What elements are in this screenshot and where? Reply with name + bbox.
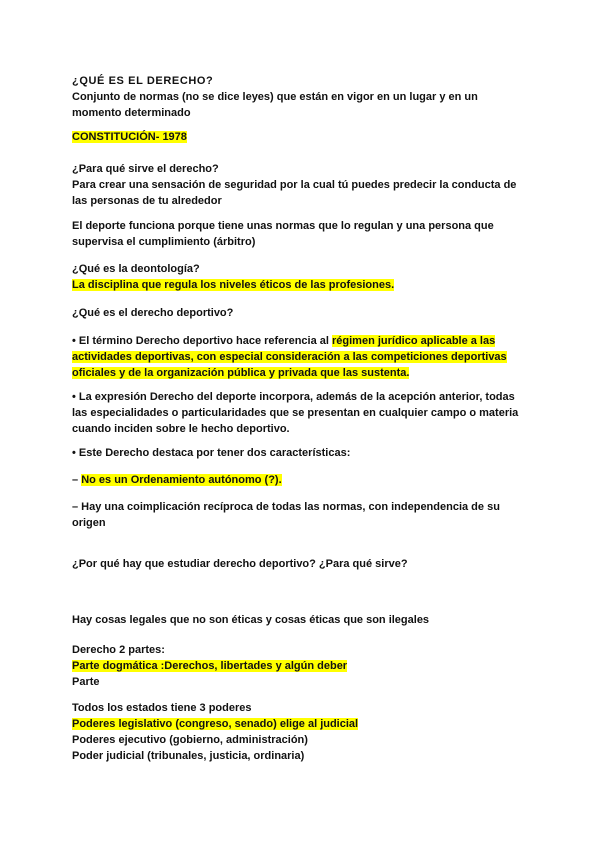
section-purpose-of-law — [72, 161, 532, 209]
section-constitution — [72, 129, 532, 145]
bullet-1-highlight-2: actividades deportivas, con especial consideración a las competiciones deportivas — [72, 351, 507, 363]
characteristic-1-dash: – — [72, 474, 82, 486]
constitution-highlight: CONSTITUCIÓN- 1978 — [72, 131, 187, 143]
purpose-line-1: Para crear una sensación de seguridad por la cual tú puedes predecir la conducta de — [72, 179, 517, 191]
heading-deontology: ¿Qué es la deontología? — [72, 263, 200, 275]
heading-what-is-law: ¿QUÉ ES EL DERECHO? — [72, 75, 214, 87]
section-deontology — [72, 261, 532, 293]
characteristic-1 — [72, 472, 532, 488]
bullet-1-intro: • El término Derecho deportivo hace referencia al — [72, 335, 332, 347]
law-parts-title: Derecho 2 partes: — [72, 644, 165, 656]
dogmatic-part-highlight: Parte dogmática :Derechos, libertades y algún deber — [72, 660, 348, 672]
bullet-sport-law-expression — [72, 389, 532, 437]
heading-sports-law: ¿Qué es el derecho deportivo? — [72, 307, 234, 319]
deontology-answer-highlight: La disciplina que regula los niveles éticos de las profesiones. — [72, 279, 395, 291]
bullet-2-line-1: • La expresión Derecho del deporte incorpora, además de la acepción anterior, todas — [72, 391, 515, 403]
bullet-2-line-3: cuando inciden sobre le hecho deportivo. — [72, 423, 290, 435]
heading-why-study-sports-law: ¿Por qué hay que estudiar derecho deportivo? ¿Para qué sirve? — [72, 558, 408, 570]
powers-title: Todos los estados tiene 3 poderes — [72, 702, 252, 714]
legislative-power-highlight: Poderes legislativo (congreso, senado) elige al judicial — [72, 718, 359, 730]
sport-rules-line-1: El deporte funciona porque tiene unas normas que lo regulan y una persona que — [72, 220, 494, 232]
purpose-line-2: las personas de tu alrededor — [72, 195, 222, 207]
judicial-power: Poder judicial (tribunales, justicia, ordinaria) — [72, 750, 305, 762]
sport-rules-line-2: supervisa el cumplimiento (árbitro) — [72, 236, 256, 248]
characteristic-2 — [72, 499, 532, 531]
section-powers — [72, 700, 532, 764]
bullet-sports-law-definition — [72, 333, 532, 381]
section-sport-rules — [72, 218, 532, 250]
bullet-1-highlight-3: oficiales y de la organización pública y privada que las sustenta. — [72, 367, 410, 379]
definition-line-1: Conjunto de normas (no se dice leyes) que están en vigor en un lugar y en un — [72, 91, 478, 103]
ethics-statement: Hay cosas legales que no son éticas y cosas éticas que son ilegales — [72, 614, 430, 626]
section-what-is-law — [72, 73, 532, 121]
characteristic-1-highlight: No es un Ordenamiento autónomo (?). — [81, 474, 282, 486]
characteristic-2-line-1: – Hay una coimplicación recíproca de todas las normas, con independencia de su — [72, 501, 500, 513]
heading-purpose-of-law: ¿Para qué sirve el derecho? — [72, 163, 219, 175]
bullet-2-line-2: las especialidades o particularidades que se presentan en cualquier campo o materia — [72, 407, 519, 419]
bullet-1-highlight-1: régimen jurídico aplicable a las — [332, 335, 496, 347]
bullet-two-characteristics: • Este Derecho destaca por tener dos características: — [72, 447, 351, 459]
section-law-parts — [72, 642, 532, 690]
law-part-2: Parte — [72, 676, 100, 688]
characteristic-2-line-2: origen — [72, 517, 106, 529]
executive-power: Poderes ejecutivo (gobierno, administración) — [72, 734, 308, 746]
definition-line-2: momento determinado — [72, 107, 191, 119]
